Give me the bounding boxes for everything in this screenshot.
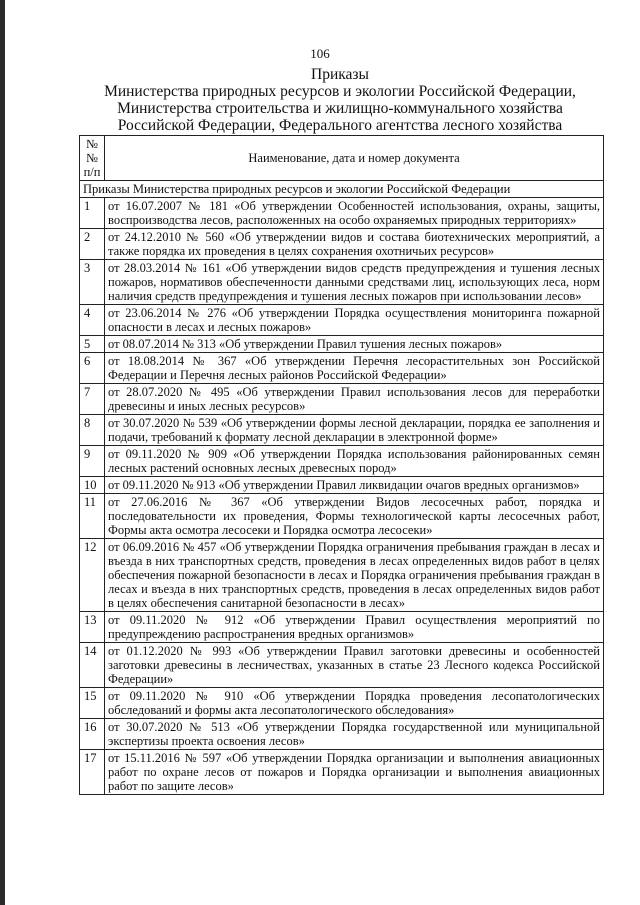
row-number: 4 xyxy=(80,305,105,336)
table-row xyxy=(80,612,604,643)
table-row xyxy=(80,539,604,612)
table-row xyxy=(80,229,604,260)
table-header-row xyxy=(80,136,604,181)
row-number: 2 xyxy=(80,229,105,260)
document-title xyxy=(60,66,620,134)
row-document: от 24.12.2010 № 560 «Об утверждении видов и состава биотехнических мероприятий, а также порядка их проведения в целях сохранения охотничьих ресурсов» xyxy=(105,229,604,260)
row-number: 17 xyxy=(80,750,105,795)
page-number: 106 xyxy=(310,46,330,61)
row-document: от 23.06.2014 № 276 «Об утверждении Порядка осуществления мониторинга пожарной опасности в лесах и лесных пожаров» xyxy=(105,305,604,336)
row-document: от 08.07.2014 № 313 «Об утверждении Правил тушения лесных пожаров» xyxy=(105,336,604,353)
header-number: №№ п/п xyxy=(80,136,105,181)
orders-body xyxy=(80,181,604,795)
section-row xyxy=(80,181,604,198)
row-document: от 27.06.2016 № 367 «Об утверждении Видов лесосечных работ, порядка и последовательности их проведения, Формы технологической карты лесосечных работ, Формы акта осмотра лесосеки и Порядка осмотра лесосеки» xyxy=(105,494,604,539)
table-row xyxy=(80,336,604,353)
row-document: от 28.07.2020 № 495 «Об утверждении Правил использования лесов для переработки древесины и иных лесных ресурсов» xyxy=(105,384,604,415)
row-document: от 30.07.2020 № 539 «Об утверждении формы лесной декларации, порядка ее заполнения и подачи, требований к формату лесной декларации в электронной форме» xyxy=(105,415,604,446)
table-row xyxy=(80,643,604,688)
table-row xyxy=(80,750,604,795)
section-title: Приказы Министерства природных ресурсов и экологии Российской Федерации xyxy=(80,181,604,198)
row-document: от 01.12.2020 № 993 «Об утверждении Правил заготовки древесины и особенностей заготовки древесины в лесничествах, указанных в статье 23 Лесного кодекса Российской Федерации» xyxy=(105,643,604,688)
table-row xyxy=(80,305,604,336)
table-row xyxy=(80,688,604,719)
table-row xyxy=(80,446,604,477)
row-number: 1 xyxy=(80,198,105,229)
table-row xyxy=(80,415,604,446)
title-line: Приказы xyxy=(311,66,369,83)
title-line: Министерства строительства и жилищно-коммунального хозяйства xyxy=(117,100,563,117)
table-row xyxy=(80,353,604,384)
row-number: 16 xyxy=(80,719,105,750)
title-line: Российской Федерации, Федерального агентства лесного хозяйства xyxy=(117,117,563,134)
row-document: от 16.07.2007 № 181 «Об утверждении Особенностей использования, охраны, защиты, воспроизводства лесов, расположенных на особо охраняемых природных территориях» xyxy=(105,198,604,229)
row-document: от 06.09.2016 № 457 «Об утверждении Порядка ограничения пребывания граждан в лесах и въезда в них транспортных средств, проведения в лесах определенных видов работ в целях обеспечения пожарной безопасности в лесах и Порядка ограничения пребывания граждан в лесах и въезда в них транспортных средств, проведения в лесах определенных видов работ в целях обеспечения санитарной безопасности в лесах» xyxy=(105,539,604,612)
row-number: 9 xyxy=(80,446,105,477)
table-row xyxy=(80,477,604,494)
row-document: от 09.11.2020 № 909 «Об утверждении Порядка использования районированных семян лесных растений основных лесных древесных пород» xyxy=(105,446,604,477)
row-number: 10 xyxy=(80,477,105,494)
scan-edge xyxy=(0,0,5,905)
row-number: 8 xyxy=(80,415,105,446)
row-number: 15 xyxy=(80,688,105,719)
row-number: 13 xyxy=(80,612,105,643)
table-row xyxy=(80,719,604,750)
row-document: от 09.11.2020 № 913 «Об утверждении Правил ликвидации очагов вредных организмов» xyxy=(105,477,604,494)
row-number: 3 xyxy=(80,260,105,305)
table-row xyxy=(80,260,604,305)
row-number: 11 xyxy=(80,494,105,539)
row-number: 6 xyxy=(80,353,105,384)
row-document: от 09.11.2020 № 912 «Об утверждении Правил осуществления мероприятий по предупреждению распространения вредных организмов» xyxy=(105,612,604,643)
row-number: 5 xyxy=(80,336,105,353)
table-row xyxy=(80,384,604,415)
row-number: 12 xyxy=(80,539,105,612)
row-number: 7 xyxy=(80,384,105,415)
table-row xyxy=(80,494,604,539)
row-number: 14 xyxy=(80,643,105,688)
row-document: от 28.03.2014 № 161 «Об утверждении видов средств предупреждения и тушения лесных пожаров, нормативов обеспеченности данными средствами лиц, использующих леса, норм наличия средств предупреждения и тушения лесных пожаров при использовании лесов» xyxy=(105,260,604,305)
row-document: от 30.07.2020 № 513 «Об утверждении Порядка государственной или муниципальной экспертизы проекта освоения лесов» xyxy=(105,719,604,750)
row-document: от 18.08.2014 № 367 «Об утверждении Перечня лесорастительных зон Российской Федерации и Перечня лесных районов Российской Федерации» xyxy=(105,353,604,384)
row-document: от 15.11.2016 № 597 «Об утверждении Порядка организации и выполнения авиационных работ по охране лесов от пожаров и Порядка организации и выполнения авиационных работ по защите лесов» xyxy=(105,750,604,795)
row-document: от 09.11.2020 № 910 «Об утверждении Порядка проведения лесопатологических обследований и формы акта лесопатологического обследования» xyxy=(105,688,604,719)
table-row xyxy=(80,198,604,229)
title-line: Министерства природных ресурсов и экологии Российской Федерации, xyxy=(104,83,576,100)
orders-table xyxy=(79,135,604,795)
header-name: Наименование, дата и номер документа xyxy=(105,136,604,181)
